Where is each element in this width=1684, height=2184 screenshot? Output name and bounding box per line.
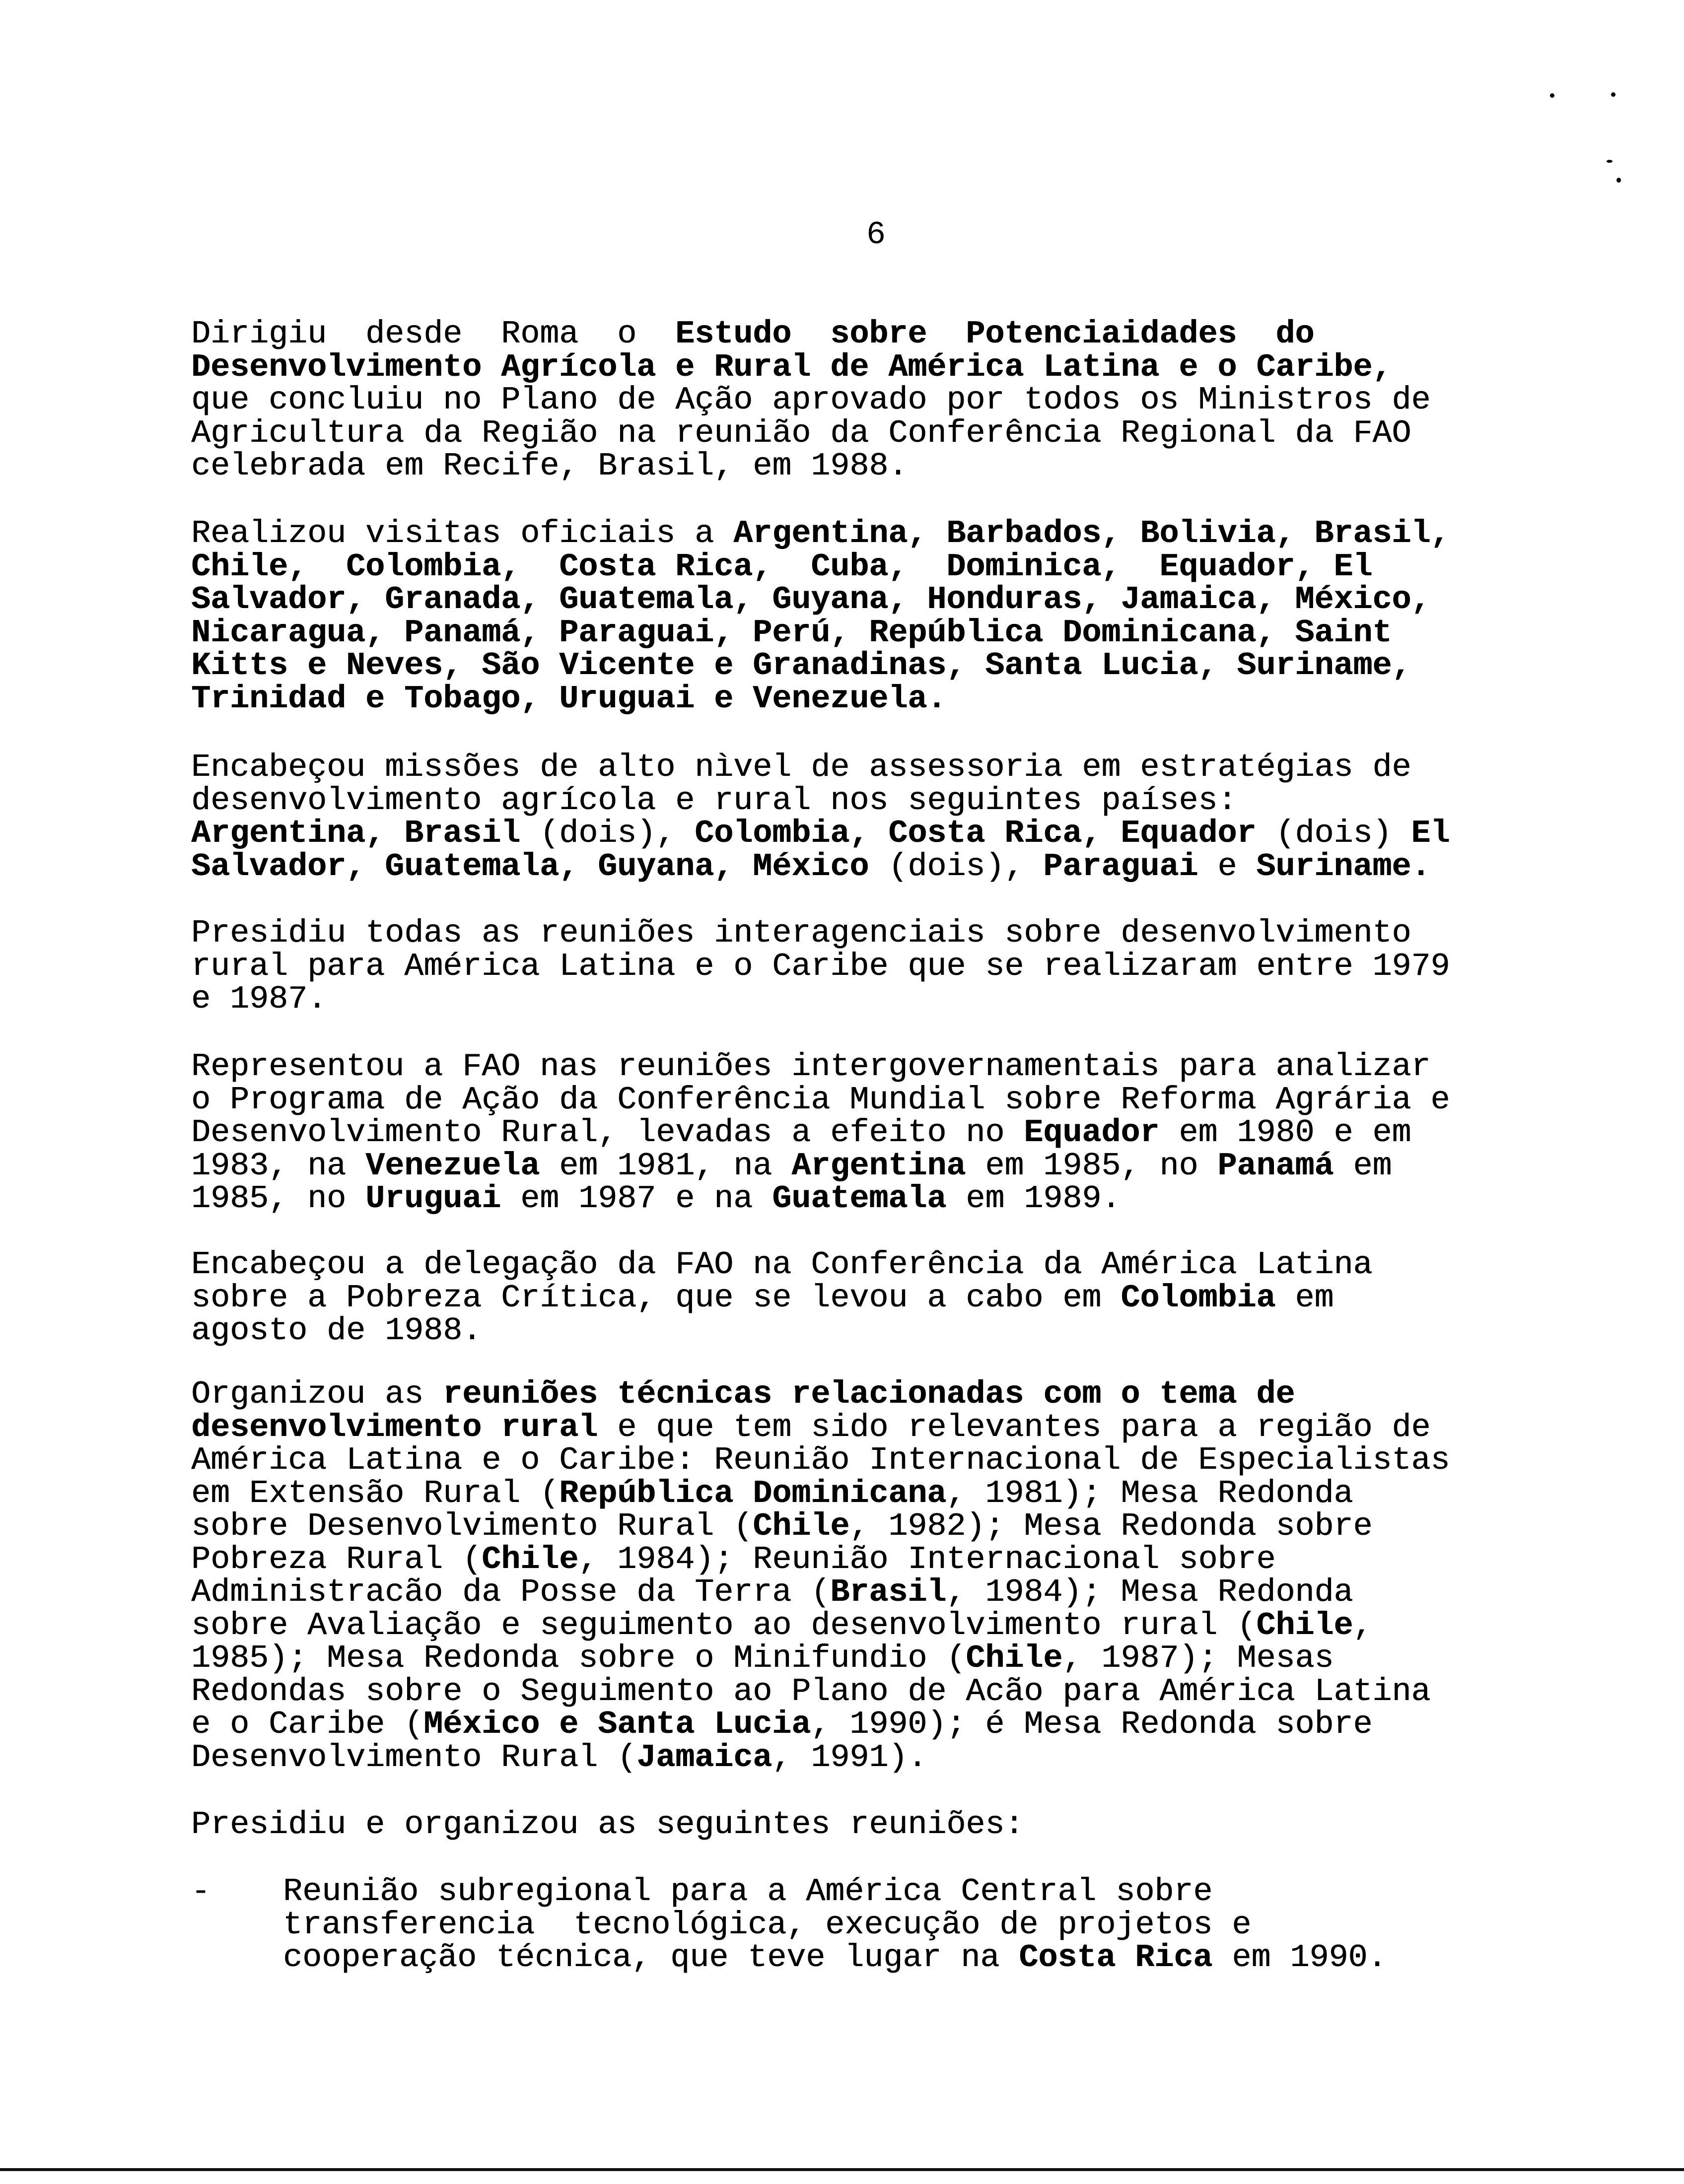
paragraph <box>191 917 1492 1016</box>
text: Realizou visitas oficiais a <box>191 515 734 552</box>
text: Administracão da Posse da Terra ( <box>191 1574 831 1611</box>
text: , <box>1353 1607 1373 1644</box>
text: 1983, na <box>191 1147 366 1184</box>
text: em 1987 e na <box>501 1180 772 1217</box>
paragraph <box>191 1378 1492 1774</box>
bold-text: Panamá <box>1217 1147 1334 1184</box>
bold-text: Chile <box>966 1640 1063 1677</box>
text-line <box>191 1609 1492 1642</box>
bold-text: El <box>1411 815 1450 852</box>
text: em Extensão Rural ( <box>191 1475 560 1512</box>
text: (dois) <box>1256 815 1411 852</box>
text-line <box>191 1576 1492 1609</box>
text: (dois), <box>520 815 695 852</box>
text: e 1987. <box>191 981 327 1018</box>
paragraph <box>191 1808 1492 1842</box>
text: (dois), <box>869 848 1044 885</box>
scan-speck <box>1611 92 1615 97</box>
text: celebrada em Recife, Brasil, em 1988. <box>191 448 908 484</box>
bold-text: Kitts e Neves, São Vicente e Granadinas, Santa Lucia, Suriname, <box>191 647 1411 684</box>
bold-text: Chile <box>753 1508 850 1545</box>
paragraph <box>191 751 1492 883</box>
text-line <box>191 682 1492 716</box>
text: rural para América Latina e o Caribe que se realizaram entre 1979 <box>191 948 1450 985</box>
text: Desenvolvimento Rural ( <box>191 1739 637 1776</box>
text-line <box>191 1808 1492 1842</box>
text-line <box>191 950 1492 983</box>
text-line <box>283 1875 1584 1909</box>
bold-text: Colombia, Costa Rica, Equador <box>695 815 1257 852</box>
text: e que tem sido relevantes para a região de <box>598 1409 1431 1446</box>
text: Representou a FAO nas reuniões intergovernamentais para analizar <box>191 1048 1431 1085</box>
text-line <box>191 616 1492 650</box>
text-line <box>191 751 1492 784</box>
bold-text: Brasil <box>830 1574 947 1611</box>
text: América Latina e o Caribe: Reunião Internacional de Especialistas <box>191 1442 1450 1479</box>
bold-text: Argentina <box>791 1147 966 1184</box>
text: , 1984); Mesa Redonda <box>946 1574 1353 1611</box>
bold-text: Estudo sobre Potenciaidades do <box>675 316 1315 352</box>
text: sobre a Pobreza Crítica, que se levou a cabo em <box>191 1279 1121 1316</box>
text: sobre Desenvolvimento Rural ( <box>191 1508 753 1545</box>
page-number: 6 <box>866 216 886 253</box>
text-line <box>191 1279 1492 1316</box>
text-line <box>191 1741 1492 1774</box>
text: desenvolvimento agrícola e rural nos seguintes países: <box>191 782 1237 819</box>
text-line <box>191 1708 1492 1741</box>
text-line <box>191 1444 1492 1477</box>
bold-text: Desenvolvimento Agrícola e Rural de América Latina e o Caribe, <box>191 348 1392 386</box>
bold-text: Suriname. <box>1256 848 1431 885</box>
bold-text: Salvador, Guatemala, Guyana, México <box>191 848 869 885</box>
text-line <box>191 817 1492 850</box>
text: , 1991). <box>772 1739 927 1776</box>
text: Presidiu todas as reuniões interagenciais sobre desenvolvimento <box>191 915 1411 952</box>
text-line <box>191 414 1492 452</box>
paragraph <box>191 517 1492 715</box>
text: , 1990); é Mesa Redonda sobre <box>811 1706 1373 1743</box>
bold-text: Uruguai <box>365 1180 501 1217</box>
text: transferencia tecnológica, execução de projetos e <box>283 1906 1252 1943</box>
bold-text: Nicaragua, Panamá, Paraguai, Perú, República Dominicana, Saint <box>191 614 1392 651</box>
text-line <box>191 1378 1492 1411</box>
text: em 1981, na <box>540 1147 792 1184</box>
text: Organizou as <box>191 1376 443 1413</box>
bold-text: Salvador, Granada, Guatemala, Guyana, Honduras, Jamaica, México, <box>191 581 1431 618</box>
paragraph <box>191 318 1492 483</box>
text: e <box>1198 848 1257 885</box>
bold-text: reuniões técnicas relacionadas com o tema de <box>443 1376 1295 1413</box>
bold-text: Chile <box>1256 1607 1353 1644</box>
text: 1985, no <box>191 1180 366 1217</box>
text: Dirigiu desde Roma o <box>191 316 676 352</box>
text: , 1987); Mesas <box>1062 1640 1334 1677</box>
bold-text: Equador <box>1024 1114 1160 1151</box>
bold-text: Guatemala <box>772 1180 947 1217</box>
text: em <box>1333 1147 1392 1184</box>
bold-text: Paraguai <box>1043 848 1198 885</box>
bold-text: Argentina, Brasil <box>191 815 521 852</box>
paragraph <box>191 1050 1492 1216</box>
text-line <box>191 1248 1492 1282</box>
text-line <box>191 348 1492 386</box>
text: 1985); Mesa Redonda sobre o Minifundio ( <box>191 1640 966 1677</box>
bold-text: desenvolvimento rural <box>191 1409 598 1446</box>
text: o Programa de Ação da Conferência Mundial sobre Reforma Agrária e <box>191 1081 1450 1118</box>
text: Redondas sobre o Seguimento ao Plano de Acão para América Latina <box>191 1673 1431 1710</box>
text: em 1980 e em <box>1159 1114 1411 1151</box>
text-line <box>191 1147 1492 1184</box>
list-item <box>283 1875 1584 1975</box>
text-line <box>191 1050 1492 1084</box>
text: agosto de 1988. <box>191 1312 482 1349</box>
bold-text: Trinidad e Tobago, Uruguai e Venezuela. <box>191 680 947 717</box>
text: Presidiu e organizou as seguintes reuniões: <box>191 1806 1024 1843</box>
text: em 1989. <box>946 1180 1121 1217</box>
text-line <box>191 517 1492 550</box>
text-line <box>191 1411 1492 1444</box>
text-line <box>191 1642 1492 1675</box>
text: Agricultura da Região na reunião da Conferência Regional da FAO <box>191 414 1411 452</box>
text: Encabeçou a delegação da FAO na Conferência da América Latina <box>191 1246 1373 1283</box>
scan-speck <box>1607 160 1613 163</box>
text: em 1990. <box>1212 1939 1387 1976</box>
bold-text: Colombia <box>1121 1279 1276 1316</box>
bold-text: Costa Rica <box>1019 1939 1213 1976</box>
text-line <box>191 1116 1492 1150</box>
text-line <box>191 1510 1492 1543</box>
text: em 1985, no <box>966 1147 1218 1184</box>
text-line <box>283 1941 1584 1975</box>
text-line <box>191 784 1492 818</box>
bold-text: Venezuela <box>365 1147 540 1184</box>
scan-speck <box>1550 93 1554 98</box>
scan-speck <box>1616 178 1621 183</box>
text: e o Caribe ( <box>191 1706 424 1743</box>
text-line <box>191 1543 1492 1576</box>
text: Encabeçou missões de alto nìvel de assessoria em estratégias de <box>191 749 1411 786</box>
text-line <box>191 1081 1492 1118</box>
text-line <box>283 1906 1584 1943</box>
bold-text: Jamaica <box>636 1739 772 1776</box>
text-line <box>191 1675 1492 1708</box>
text-line <box>191 649 1492 682</box>
paragraph <box>191 1248 1492 1348</box>
text-line <box>191 1314 1492 1348</box>
text: cooperação técnica, que teve lugar na <box>283 1939 1019 1976</box>
text-line <box>191 550 1492 584</box>
list-bullet: - <box>191 1873 211 1910</box>
bold-text: México e Santa Lucia <box>423 1706 811 1743</box>
text-line <box>191 318 1492 351</box>
bold-text: Chile <box>482 1541 579 1578</box>
text: que concluiu no Plano de Ação aprovado por todos os Ministros de <box>191 382 1431 418</box>
text: Reunião subregional para a América Central sobre <box>283 1873 1213 1910</box>
text: em <box>1275 1279 1334 1316</box>
text-line <box>191 1477 1492 1510</box>
text-line <box>191 850 1492 884</box>
text: sobre Avaliação e seguimento ao desenvolvimento rural ( <box>191 1607 1257 1644</box>
text-line <box>191 450 1492 483</box>
bold-text: Argentina, Barbados, Bolivia, Brasil, <box>733 515 1450 552</box>
bottom-rule <box>0 2168 1684 2171</box>
text-line <box>191 983 1492 1016</box>
bold-text: Chile, Colombia, Costa Rica, Cuba, Dominica, Equador, El <box>191 548 1373 585</box>
text: , 1984); Reunião Internacional sobre <box>578 1541 1276 1578</box>
text: , 1982); Mesa Redonda sobre <box>849 1508 1373 1545</box>
text-line <box>191 917 1492 950</box>
text-line <box>191 583 1492 616</box>
text: Pobreza Rural ( <box>191 1541 482 1578</box>
text: , 1981); Mesa Redonda <box>946 1475 1353 1512</box>
text: Desenvolvimento Rural, levadas a efeito no <box>191 1114 1024 1151</box>
bold-text: República Dominicana <box>559 1475 947 1512</box>
text-line <box>191 1182 1492 1216</box>
text-line <box>191 384 1492 417</box>
